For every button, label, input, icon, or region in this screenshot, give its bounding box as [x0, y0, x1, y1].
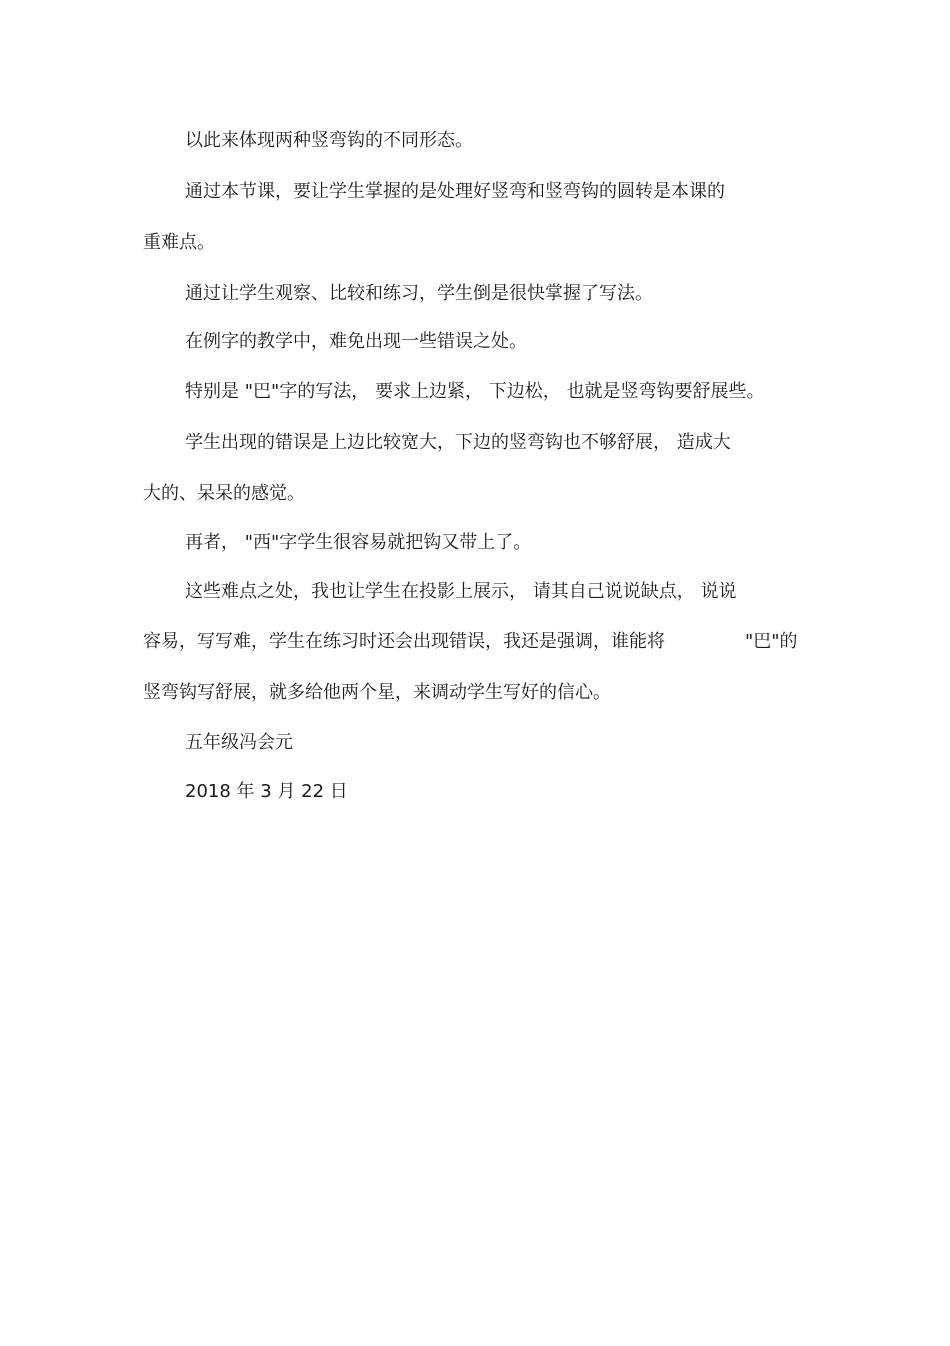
- paragraph-line-10: 这些难点之处，我也让学生在投影上展示， 请其自己说说缺点， 说说: [185, 581, 737, 602]
- paragraph-line-9: 再者， "西"字学生很容易就把钩又带上了。: [185, 532, 532, 553]
- paragraph-line-2: 通过本节课，要让学生掌握的是处理好竖弯和竖弯钩的圆转是本课的: [185, 181, 725, 202]
- paragraph-line-5: 在例字的教学中，难免出现一些错误之处。: [185, 331, 527, 352]
- document-date: 2018 年 3 月 22 日: [185, 781, 348, 802]
- paragraph-line-4: 通过让学生观察、比较和练习，学生倒是很快掌握了写法。: [185, 283, 653, 304]
- paragraph-line-8: 大的、呆呆的感觉。: [143, 483, 305, 504]
- paragraph-line-3: 重难点。: [143, 232, 215, 253]
- paragraph-line-1: 以此来体现两种竖弯钩的不同形态。: [185, 130, 473, 151]
- paragraph-line-12: 竖弯钩写舒展，就多给他两个星，来调动学生写好的信心。: [143, 682, 611, 703]
- paragraph-line-6: 特别是 "巴"字的写法， 要求上边紧， 下边松， 也就是竖弯钩要舒展些。: [185, 381, 765, 402]
- paragraph-line-11-quote: "巴"的: [745, 631, 798, 652]
- author-signature: 五年级冯会元: [185, 732, 293, 753]
- paragraph-line-11: 容易，写写难，学生在练习时还会出现错误，我还是强调，谁能将: [143, 631, 665, 652]
- paragraph-line-7: 学生出现的错误是上边比较宽大，下边的竖弯钩也不够舒展， 造成大: [185, 432, 731, 453]
